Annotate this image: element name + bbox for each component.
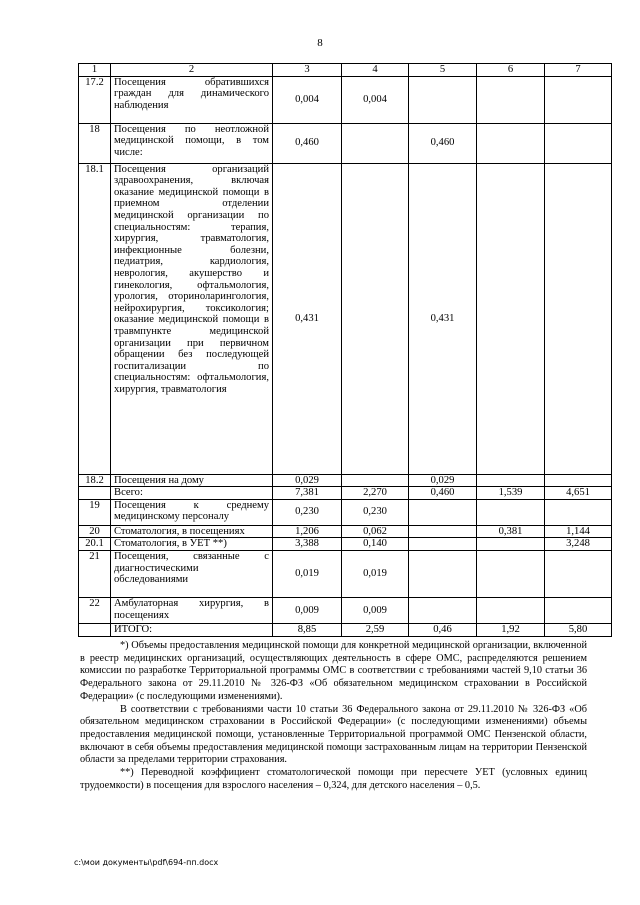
row-description: Посещения организаций здравоохранения, включая оказание медицинской помощи в приемном отделении медицинской организации по специальностям: терапия, хирургия, травматология, инфекционные болезни, педиатрия, кардиология, неврология, акушерство и гинекология, офтальмология, урология, оториноларингология, нейрохирургия, токсикология; оказание медицинской помощи в травмпункте медицинской организации при первичном обращении без последующей госпитализации по специальностям: офтальмология, хирургия, травматология: [111, 163, 273, 474]
row-number: 22: [79, 597, 111, 623]
row-description: Посещения к среднему медицинскому персоналу: [111, 499, 273, 525]
cell-value: 1,92: [477, 623, 545, 636]
cell-value: 5,80: [545, 623, 612, 636]
row-description: ИТОГО:: [111, 623, 273, 636]
page-number: 8: [317, 37, 323, 49]
table-row: [79, 123, 612, 163]
cell-value: 4,651: [545, 487, 612, 500]
cell-value: 0,019: [342, 550, 409, 597]
cell-value: 8,85: [273, 623, 342, 636]
footnote-dental-coefficient: **) Переводной коэффициент стоматологической помощи при пересчете УЕТ (условных единиц трудоемкости) в посещения для взрослого населения – 0,324, для детского населения – 0,5.: [80, 767, 587, 791]
cell-value: [545, 76, 612, 123]
cell-value: [545, 123, 612, 163]
cell-value: 2,59: [342, 623, 409, 636]
row-number: 19: [79, 499, 111, 525]
cell-value: 3,388: [273, 538, 342, 551]
cell-value: [342, 163, 409, 474]
cell-value: 0,431: [409, 163, 477, 474]
table-row: [79, 597, 612, 623]
row-number: 17.2: [79, 76, 111, 123]
table-row: [79, 163, 612, 474]
cell-value: 0,230: [273, 499, 342, 525]
col-header: 4: [342, 64, 409, 77]
cell-value: [409, 525, 477, 538]
cell-value: 0,460: [409, 123, 477, 163]
cell-value: [545, 499, 612, 525]
cell-value: 0,140: [342, 538, 409, 551]
row-description: Стоматология, в УЕТ **): [111, 538, 273, 551]
cell-value: [409, 499, 477, 525]
col-header: 3: [273, 64, 342, 77]
col-header: 7: [545, 64, 612, 77]
footnotes: [80, 640, 587, 792]
cell-value: [477, 550, 545, 597]
cell-value: [477, 597, 545, 623]
table-row: [79, 499, 612, 525]
row-description: Амбулаторная хирургия, в посещениях: [111, 597, 273, 623]
cell-value: 1,539: [477, 487, 545, 500]
cell-value: [409, 538, 477, 551]
cell-value: 1,206: [273, 525, 342, 538]
cell-value: [342, 474, 409, 487]
row-number: 20: [79, 525, 111, 538]
col-header: 2: [111, 64, 273, 77]
col-header: 6: [477, 64, 545, 77]
cell-value: 0,062: [342, 525, 409, 538]
table-row: [79, 474, 612, 487]
cell-value: 1,144: [545, 525, 612, 538]
cell-value: [545, 474, 612, 487]
row-description: Посещения на дому: [111, 474, 273, 487]
row-number: 18.1: [79, 163, 111, 474]
row-number: [79, 623, 111, 636]
cell-value: 0,381: [477, 525, 545, 538]
table-row: [79, 525, 612, 538]
cell-value: 0,460: [409, 487, 477, 500]
row-number: 18: [79, 123, 111, 163]
cell-value: 0,004: [342, 76, 409, 123]
cell-value: [342, 123, 409, 163]
cell-value: 7,381: [273, 487, 342, 500]
cell-value: [477, 76, 545, 123]
table-row: [79, 550, 612, 597]
row-number: [79, 487, 111, 500]
cell-value: 0,46: [409, 623, 477, 636]
row-description: Посещения обратившихся граждан для динамического наблюдения: [111, 76, 273, 123]
cell-value: [545, 550, 612, 597]
cell-value: 0,431: [273, 163, 342, 474]
cell-value: 0,019: [273, 550, 342, 597]
cell-value: [409, 550, 477, 597]
table-row: [79, 76, 612, 123]
cell-value: [477, 474, 545, 487]
cell-value: [409, 76, 477, 123]
cell-value: 2,270: [342, 487, 409, 500]
cell-value: 0,029: [409, 474, 477, 487]
cell-value: [545, 163, 612, 474]
cell-value: [409, 597, 477, 623]
footnote-volumes: *) Объемы предоставления медицинской помощи для конкретной медицинской организации, включенной в реестр медицинских организаций, осуществляющих деятельность в сфере ОМС, распределяются решением комиссии по разработке Территориальной программы ОМС в соответствии с требованиями частей 9,10 статьи 36 Федерального закона от 29.11.2010 № 326-ФЗ «Об обязательном медицинском страховании в Российской Федерации» (с последующими изменениями).: [80, 640, 587, 702]
volumes-table: [78, 63, 612, 637]
cell-value: [477, 163, 545, 474]
cell-value: [477, 538, 545, 551]
cell-value: [477, 499, 545, 525]
table-header-row: [79, 64, 612, 77]
file-path-footer: c:\мои документы\pdf\694-пп.docx: [74, 858, 219, 867]
row-number: 18.2: [79, 474, 111, 487]
cell-value: 0,230: [342, 499, 409, 525]
row-number: 20.1: [79, 538, 111, 551]
cell-value: 0,004: [273, 76, 342, 123]
cell-value: 0,460: [273, 123, 342, 163]
cell-value: 3,248: [545, 538, 612, 551]
cell-value: [477, 123, 545, 163]
row-description: Посещения, связанные с диагностическими обследованиями: [111, 550, 273, 597]
row-description: Стоматология, в посещениях: [111, 525, 273, 538]
row-number: 21: [79, 550, 111, 597]
col-header: 1: [79, 64, 111, 77]
cell-value: 0,029: [273, 474, 342, 487]
table-row-total: [79, 623, 612, 636]
table-row: [79, 538, 612, 551]
cell-value: 0,009: [342, 597, 409, 623]
row-description: Посещения по неотложной медицинской помощи, в том числе:: [111, 123, 273, 163]
paragraph-outside-territory: В соответствии с требованиями части 10 статьи 36 Федерального закона от 29.11.2010 № 326-ФЗ «Об обязательном медицинском страховании в Российской Федерации» (с последующими изменениями) объемы предоставления медицинской помощи, установленные Территориальной программой ОМС Пензенской области, включают в себя объемы предоставления медицинской помощи застрахованным лицам на территории Пензенской области за пределами территории страхования.: [80, 703, 587, 766]
cell-value: 0,009: [273, 597, 342, 623]
col-header: 5: [409, 64, 477, 77]
cell-value: [545, 597, 612, 623]
table-row-subtotal: [79, 487, 612, 500]
row-description: Всего:: [111, 487, 273, 500]
